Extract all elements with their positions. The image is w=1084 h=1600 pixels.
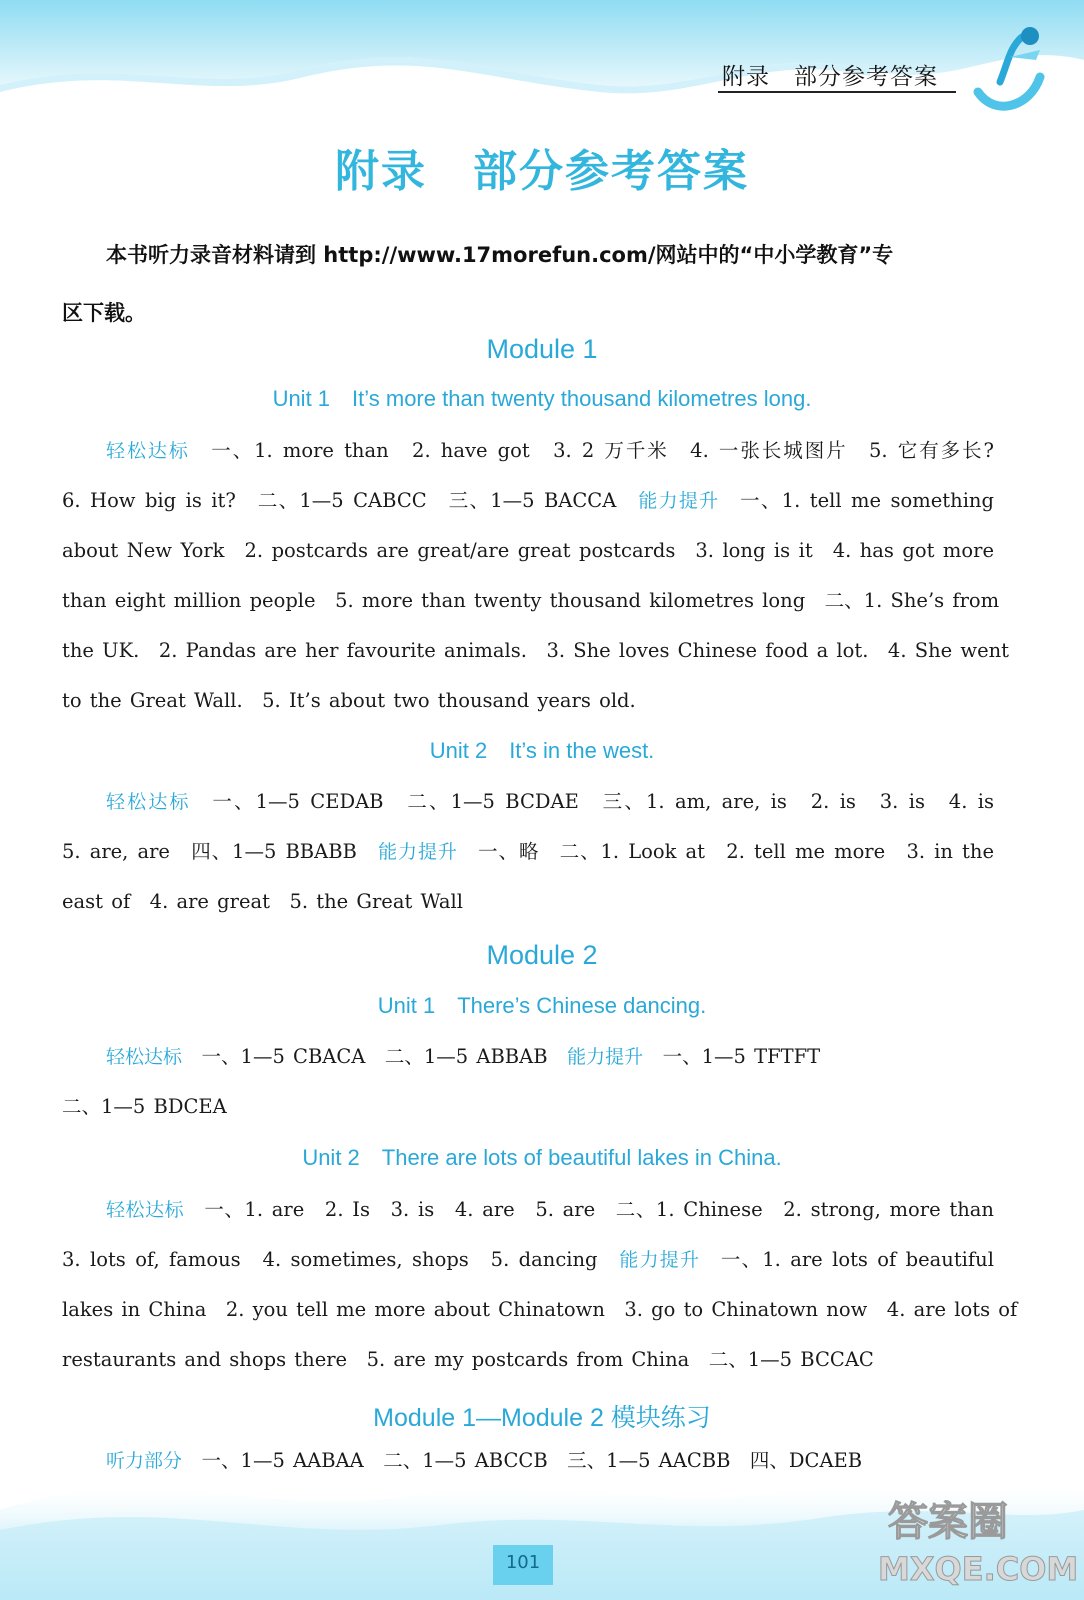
unit-title: There’s Chinese dancing.	[457, 993, 707, 1018]
answer-line: 一、1. tell me something	[740, 489, 994, 512]
module-2-unit-2-answers	[62, 1185, 1018, 1385]
answer-line: 一、1—5 CEDAB 二、1—5 BCDAE 三、1. am, are, is 2. is 3. is 4. is	[212, 790, 994, 813]
practice-answers	[62, 1436, 994, 1486]
module-2-heading: Module 2	[486, 940, 598, 970]
module-2-unit-2-heading	[0, 1145, 1084, 1171]
svg-text:MXQE.COM: MXQE.COM	[878, 1550, 1079, 1588]
label-easy: 轻松达标	[106, 440, 190, 462]
label-ability: 能力提升	[619, 1249, 701, 1271]
answer-line: 6. How big is it? 二、1—5 CABCC 三、1—5 BACCA	[62, 489, 617, 512]
label-ability: 能力提升	[567, 1046, 644, 1068]
label-ability: 能力提升	[378, 841, 458, 863]
unit-title: It’s more than twenty thousand kilometres long.	[352, 386, 812, 411]
page-number: 101	[493, 1545, 553, 1585]
answer-line: 一、略 二、1. Look at 2. tell me more 3. in the	[478, 840, 994, 863]
answer-line: lakes in China 2. you tell me more about Chinatown 3. go to Chinatown now 4. are lots of	[62, 1298, 1018, 1321]
module-1-unit-2-answers	[62, 777, 994, 927]
answer-line: 3. lots of, famous 4. sometimes, shops 5. dancing	[62, 1248, 598, 1271]
answer-line: to the Great Wall. 5. It’s about two thousand years old.	[62, 689, 636, 712]
answer-line: than eight million people 5. more than twenty thousand kilometres long 二、1. She’s from	[62, 589, 1000, 612]
answer-line: 5. are, are 四、1—5 BBABB	[62, 840, 357, 863]
label-easy: 轻松达标	[106, 1199, 185, 1221]
intro-paragraph	[62, 226, 987, 342]
svg-text:答案圈: 答案圈	[888, 1499, 1008, 1545]
module-2-unit-1-heading	[0, 993, 1084, 1019]
label-ability: 能力提升	[638, 490, 720, 512]
answer-line: 一、1—5 TFTFT	[662, 1045, 821, 1068]
label-listening: 听力部分	[106, 1450, 183, 1472]
module-1-unit-2-heading	[0, 738, 1084, 764]
answer-line: 一、1—5 AABAA 二、1—5 ABCCB 三、1—5 AACBB 四、DCAEB	[201, 1449, 863, 1472]
answer-line: about New York 2. postcards are great/are great postcards 3. long is it 4. has got more	[62, 539, 994, 562]
answer-line: 一、1. more than 2. have got 3. 2 万千米 4. 一张长城图片 5. 它有多长?	[211, 439, 994, 462]
watermark-logo-icon	[870, 1480, 1080, 1595]
unit-number: Unit 1	[377, 993, 436, 1018]
intro-line-2: 区下载。	[62, 301, 146, 325]
label-easy: 轻松达标	[106, 791, 191, 813]
unit-title: It’s in the west.	[509, 738, 655, 763]
module-1-unit-1-heading	[0, 386, 1084, 412]
answer-line: 一、1. are 2. Is 3. is 4. are 5. are 二、1. Chinese 2. strong, more than	[204, 1198, 994, 1221]
answer-line: the UK. 2. Pandas are her favourite animals. 3. She loves Chinese food a lot. 4. She went	[62, 639, 1010, 662]
answer-line: restaurants and shops there 5. are my postcards from China 二、1—5 BCCAC	[62, 1348, 874, 1371]
unit-number: Unit 1	[272, 386, 331, 411]
unit-number: Unit 2	[429, 738, 488, 763]
answer-line: 一、1—5 CBACA 二、1—5 ABBAB	[201, 1045, 548, 1068]
mascot-logo-icon	[970, 22, 1050, 112]
practice-heading: Module 1—Module 2 模块练习	[373, 1404, 711, 1432]
intro-line-1: 本书听力录音材料请到 http://www.17morefun.com/网站中的“中小学教育”专	[106, 243, 894, 267]
label-easy: 轻松达标	[106, 1046, 183, 1068]
header-underline	[718, 91, 956, 93]
unit-title: There are lots of beautiful lakes in China.	[381, 1145, 782, 1170]
answer-line: east of 4. are great 5. the Great Wall	[62, 890, 463, 913]
module-1-unit-1-answers	[62, 426, 1010, 726]
unit-number: Unit 2	[302, 1145, 360, 1170]
answer-line: 二、1—5 BDCEA	[62, 1095, 227, 1118]
answer-line: 一、1. are lots of beautiful	[720, 1248, 994, 1271]
page-title: 附录 部分参考答案	[335, 146, 749, 197]
module-2-unit-1-answers	[62, 1032, 994, 1132]
running-header: 附录 部分参考答案	[722, 64, 938, 90]
module-1-heading: Module 1	[486, 334, 598, 364]
